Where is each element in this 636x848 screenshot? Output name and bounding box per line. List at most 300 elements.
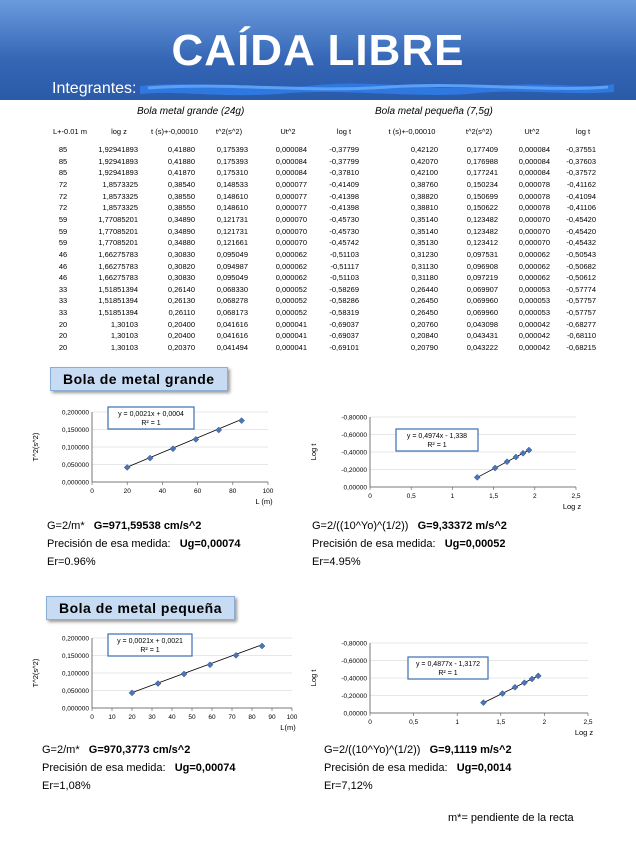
table-header-cell: t (s)+-0,00010: [388, 127, 436, 136]
table-cell: -0,41398: [329, 191, 359, 201]
equation-text: y = 0,0021x + 0,0004: [118, 411, 184, 418]
table-cell: 0,095049: [216, 273, 248, 283]
table-cell: 0,041616: [216, 319, 248, 329]
table-cell: 0,000062: [275, 249, 307, 259]
group-header-grande: Bola metal grande (24g): [137, 106, 245, 117]
y-axis-label: T^2(s^2): [31, 432, 40, 462]
table-cell: 33: [58, 308, 68, 318]
y-tick-label: -0,40000: [341, 449, 367, 457]
table-cell: 0,000062: [518, 249, 550, 259]
table-cell: -0,41409: [329, 179, 359, 189]
table-cell: 0,123482: [466, 214, 498, 224]
y-tick-label: 0,100000: [61, 444, 89, 452]
table-cell: 0,20400: [167, 331, 195, 341]
x-axis-label: Log z: [574, 728, 594, 737]
table-cell: 72: [58, 179, 68, 189]
data-point: [521, 680, 527, 686]
table-cell: 0,148533: [216, 179, 248, 189]
data-point: [147, 455, 153, 461]
precision-value: Ug=0,00074: [174, 762, 236, 774]
chart-pequena-t2-vs-L: [30, 628, 310, 740]
table-cell: -0,37799: [329, 156, 359, 166]
table-cell: 0,000084: [275, 168, 307, 178]
y-tick-label: -0,80000: [341, 640, 367, 648]
table-cell: 20: [58, 319, 68, 329]
table-cell: 1,30103: [110, 331, 138, 341]
table-cell: 0,000078: [518, 191, 550, 201]
table-cell: -0,51103: [329, 273, 359, 283]
table-cell: 0,000084: [518, 156, 550, 166]
table-cell: -0,50682: [566, 261, 596, 271]
x-tick-label: 30: [148, 714, 156, 721]
y-tick-label: -0,80000: [341, 414, 367, 422]
y-axis-label: Log t: [309, 669, 318, 687]
table-cell: 0,000042: [518, 319, 550, 329]
table-cell: 1,51851394: [98, 284, 138, 294]
section-title-grande: Bola de metal grande: [50, 367, 228, 391]
r2-text: R² = 1: [438, 670, 458, 677]
data-point: [513, 454, 519, 460]
data-point: [520, 450, 526, 456]
x-tick-label: 40: [168, 714, 176, 721]
table-cell: -0,37572: [566, 168, 596, 178]
x-tick-label: 0: [368, 719, 372, 726]
data-point: [239, 418, 245, 424]
table-cell: 0,000070: [275, 238, 307, 248]
data-point: [207, 662, 213, 668]
precision-value: Ug=0,00074: [179, 538, 241, 550]
x-axis-label: L(m): [280, 723, 296, 732]
x-tick-label: 1: [450, 493, 455, 500]
formula: G=2/((10^Yo)^(1/2)): [312, 520, 409, 532]
table-cell: 85: [58, 168, 68, 178]
table-cell: 0,34890: [167, 226, 195, 236]
y-tick-label: 0,200000: [61, 409, 89, 417]
table-cell: 0,068330: [216, 284, 248, 294]
x-axis-label: L (m): [255, 497, 273, 506]
precision-value: Ug=0,00052: [444, 538, 506, 550]
table-cell: 72: [58, 191, 68, 201]
table-cell: 0,000078: [518, 203, 550, 213]
x-tick-label: 1,5: [489, 493, 499, 500]
table-cell: 0,000053: [518, 284, 550, 294]
table-cell: 1,8573325: [102, 203, 138, 213]
table-cell: 0,148610: [216, 191, 248, 201]
table-cell: 0,000062: [275, 273, 307, 283]
table-header-cell: t^2(s^2): [215, 127, 243, 136]
x-tick-label: 60: [208, 714, 216, 721]
table-cell: -0,69101: [329, 343, 359, 353]
y-tick-label: -0,20000: [341, 693, 367, 700]
table-cell: 0,068173: [216, 308, 248, 318]
table-cell: -0,58319: [329, 308, 359, 318]
y-tick-label: 0,000000: [61, 705, 89, 713]
table-cell: 0,34880: [167, 238, 195, 248]
error-pequena-2: Er=7,12%: [324, 780, 373, 792]
table-cell: 0,095049: [216, 249, 248, 259]
table-cell: 0,38540: [167, 179, 195, 189]
table-cell: -0,37551: [566, 145, 596, 154]
y-tick-label: 0,00000: [343, 710, 367, 718]
table-cell: 0,31130: [411, 261, 438, 271]
table-cell: 0,42070: [410, 156, 438, 166]
data-point: [181, 671, 187, 677]
integrantes-label: Integrantes:: [52, 80, 137, 97]
y-tick-label: 0,100000: [61, 670, 89, 678]
table-cell: 0,096908: [466, 261, 498, 271]
table-cell: 0,34890: [167, 214, 195, 224]
x-tick-label: 2,5: [571, 493, 581, 500]
table-cell: 0,38810: [410, 203, 438, 213]
table-cell: -0,58286: [329, 296, 359, 306]
trendline-label: [108, 634, 192, 656]
table-cell: 0,20370: [167, 343, 195, 353]
table-cell: -0,45420: [566, 226, 596, 236]
precision-label: Precisión de esa medida:: [42, 762, 166, 774]
table-cell: 0,000077: [275, 191, 307, 201]
table-cell: 0,043222: [466, 343, 498, 353]
x-tick-label: 50: [188, 714, 196, 721]
y-tick-label: -0,20000: [341, 467, 367, 474]
x-tick-label: 0: [90, 714, 94, 721]
y-axis-label: T^2(s^2): [31, 658, 40, 688]
trendline-label: [408, 657, 488, 679]
table-cell: -0,57757: [566, 308, 596, 318]
table-cell: 1,30103: [110, 319, 138, 329]
x-tick-label: 2,5: [583, 719, 593, 726]
x-tick-label: 80: [248, 714, 256, 721]
table-cell: -0,50612: [566, 273, 596, 283]
table-cell: 0,121731: [216, 214, 248, 224]
table-cell: 1,92941893: [98, 168, 138, 178]
trendline-label: [108, 407, 194, 429]
table-cell: 1,77085201: [98, 238, 138, 248]
g-value: G=971,59538 cm/s^2: [93, 520, 202, 532]
table-cell: -0,45730: [329, 214, 359, 224]
table-cell: 0,31180: [411, 273, 438, 283]
group-header-pequena: Bola metal pequeña (7,5g): [375, 106, 493, 117]
table-cell: 0,121661: [216, 238, 248, 248]
table-cell: -0,68215: [566, 343, 596, 353]
x-tick-label: 1,5: [496, 719, 506, 726]
footnote: m*= pendiente de la recta: [448, 812, 574, 824]
precision-value: Ug=0,0014: [456, 762, 512, 774]
table-cell: -0,37603: [566, 156, 596, 166]
data-point: [512, 684, 518, 690]
table-cell: 0,38550: [167, 191, 195, 201]
g-value: G=9,1119 m/s^2: [429, 744, 512, 756]
table-cell: 0,20400: [167, 319, 195, 329]
formula: G=2/m*: [47, 520, 85, 532]
table-header-cell: t^2(s^2): [465, 127, 493, 136]
table-cell: 0,35140: [410, 214, 438, 224]
table-cell: 0,30830: [167, 273, 195, 283]
y-axis-label: Log t: [309, 443, 318, 461]
y-tick-label: -0,60000: [341, 658, 367, 665]
table-cell: 0,000041: [275, 343, 307, 353]
table-header-cell: Ut^2: [524, 127, 540, 136]
table-cell: 0,31230: [410, 249, 438, 259]
table-cell: 0,176988: [466, 156, 498, 166]
table-cell: 59: [58, 226, 68, 236]
table-cell: 0,177409: [466, 145, 498, 154]
table-cell: 0,000052: [275, 308, 307, 318]
table-cell: 1,66275783: [98, 261, 138, 271]
y-tick-label: 0,000000: [61, 479, 89, 487]
precision-grande-1: [47, 538, 241, 550]
x-tick-label: 2: [542, 719, 547, 726]
table-cell: 0,000053: [518, 296, 550, 306]
table-cell: 0,000070: [518, 214, 550, 224]
error-grande-2: Er=4.95%: [312, 556, 361, 568]
table-cell: 0,000078: [518, 179, 550, 189]
data-point: [124, 464, 130, 470]
table-cell: 0,094987: [216, 261, 248, 271]
x-tick-label: 0: [90, 488, 94, 495]
trendline-label: [396, 429, 478, 451]
chart-grande-logt-vs-logz: [308, 405, 588, 515]
result-grande-2: [312, 520, 507, 532]
table-cell: -0,50543: [566, 249, 596, 259]
table-cell: 0,121731: [216, 226, 248, 236]
table-cell: 0,000084: [518, 168, 550, 178]
table-cell: 0,148610: [216, 203, 248, 213]
y-tick-label: -0,40000: [341, 675, 367, 683]
table-cell: 0,20760: [410, 319, 438, 329]
table-cell: -0,69037: [329, 319, 359, 329]
chart-pequena-logt-vs-logz: [308, 633, 608, 740]
y-tick-label: 0,00000: [343, 484, 367, 492]
table-cell: 0,30820: [167, 261, 195, 271]
table-cell: 0,26140: [167, 284, 195, 294]
table-cell: 72: [58, 203, 68, 213]
table-cell: 0,26440: [410, 284, 438, 294]
table-cell: 0,000077: [275, 179, 307, 189]
table-cell: -0,69037: [329, 331, 359, 341]
table-cell: 0,38550: [167, 203, 195, 213]
table-cell: 0,000062: [275, 261, 307, 271]
table-cell: 0,175393: [216, 156, 248, 166]
table-cell: 0,000053: [518, 308, 550, 318]
table-cell: 0,000041: [275, 331, 307, 341]
table-cell: 0,000042: [518, 343, 550, 353]
table-cell: 1,51851394: [98, 296, 138, 306]
table-cell: 33: [58, 296, 68, 306]
table-cell: 1,66275783: [98, 249, 138, 259]
y-tick-label: 0,150000: [61, 427, 89, 434]
table-cell: 1,51851394: [98, 308, 138, 318]
table-cell: 0,177241: [466, 168, 498, 178]
table-cell: 0,41870: [167, 168, 195, 178]
table-cell: 0,041494: [216, 343, 248, 353]
x-tick-label: 80: [229, 488, 237, 495]
table-cell: 0,043431: [466, 331, 498, 341]
x-tick-label: 10: [108, 714, 116, 721]
result-pequena-2: [324, 744, 512, 756]
table-cell: -0,58269: [329, 284, 359, 294]
data-point: [259, 643, 265, 649]
table-cell: 0,150622: [466, 203, 498, 213]
redaction-scribble: [138, 78, 616, 98]
data-point: [155, 681, 161, 687]
table-header-cell: log z: [111, 127, 127, 136]
r2-text: R² = 1: [140, 647, 160, 654]
table-cell: 0,000041: [275, 319, 307, 329]
table-cell: 0,41880: [167, 156, 195, 166]
table-cell: -0,41398: [329, 203, 359, 213]
table-cell: 0,000062: [518, 273, 550, 283]
table-cell: -0,57774: [566, 284, 596, 294]
table-cell: -0,45730: [329, 226, 359, 236]
table-cell: 85: [58, 156, 68, 166]
table-cell: -0,45432: [566, 238, 596, 248]
result-pequena-1: [42, 744, 190, 756]
table-cell: 0,069960: [466, 308, 498, 318]
r2-text: R² = 1: [427, 442, 447, 449]
table-cell: 0,041616: [216, 331, 248, 341]
table-cell: -0,45420: [566, 214, 596, 224]
table-cell: 46: [58, 261, 68, 271]
table-cell: -0,37810: [329, 168, 359, 178]
y-tick-label: 0,050000: [61, 688, 89, 695]
table-cell: 0,20790: [410, 343, 438, 353]
x-tick-label: 90: [268, 714, 276, 721]
table-cell: 0,000070: [518, 226, 550, 236]
chart-grande-t2-vs-L: [30, 400, 285, 515]
table-cell: 0,000070: [275, 214, 307, 224]
y-tick-label: 0,150000: [61, 653, 89, 660]
table-cell: 46: [58, 273, 68, 283]
data-point: [529, 676, 535, 682]
table-cell: 1,8573325: [102, 179, 138, 189]
table-cell: 0,41880: [167, 145, 195, 154]
x-tick-label: 1: [455, 719, 460, 726]
table-header-cell: log t: [336, 127, 352, 136]
table-cell: 0,000062: [518, 261, 550, 271]
equation-text: y = 0,4877x - 1,3172: [415, 661, 481, 668]
table-cell: 0,000084: [518, 145, 550, 154]
precision-label: Precisión de esa medida:: [312, 538, 436, 550]
x-tick-label: 20: [128, 714, 136, 721]
table-cell: 0,150699: [466, 191, 498, 201]
table-cell: 0,069907: [466, 284, 498, 294]
y-tick-label: 0,050000: [61, 462, 89, 469]
table-cell: 0,26110: [168, 308, 195, 318]
result-grande-1: [47, 520, 201, 532]
r2-text: R² = 1: [141, 420, 161, 427]
table-cell: 0,068278: [216, 296, 248, 306]
table-cell: 0,26450: [410, 296, 438, 306]
g-value: G=970,3773 cm/s^2: [88, 744, 191, 756]
table-cell: -0,37799: [329, 145, 359, 154]
table-cell: 1,77085201: [98, 226, 138, 236]
table-cell: 0,26130: [167, 296, 195, 306]
table-cell: 0,000084: [275, 145, 307, 154]
precision-pequena-1: [42, 762, 236, 774]
table-cell: 1,77085201: [98, 214, 138, 224]
precision-grande-2: [312, 538, 506, 550]
table-cell: 0,35140: [410, 226, 438, 236]
x-tick-label: 0,5: [406, 493, 416, 500]
equation-text: y = 0,4974x - 1,338: [406, 433, 468, 440]
table-cell: 0,000077: [275, 203, 307, 213]
table-cell: -0,45742: [329, 238, 359, 248]
table-cell: 59: [58, 238, 68, 248]
table-cell: 0,30830: [167, 249, 195, 259]
error-grande-1: Er=0.96%: [47, 556, 96, 568]
table-cell: 0,000070: [518, 238, 550, 248]
table-header-cell: log t: [575, 127, 591, 136]
precision-pequena-2: [324, 762, 511, 774]
table-cell: -0,41094: [566, 191, 596, 201]
table-cell: 1,8573325: [102, 191, 138, 201]
table-cell: 0,26450: [410, 308, 438, 318]
table-cell: 46: [58, 249, 68, 259]
table-cell: -0,68277: [566, 319, 596, 329]
precision-label: Precisión de esa medida:: [47, 538, 171, 550]
table-cell: 59: [58, 214, 68, 224]
x-tick-label: 0,5: [409, 719, 419, 726]
table-header-cell: Ut^2: [280, 127, 296, 136]
data-point: [504, 459, 510, 465]
table-cell: 0,175310: [216, 168, 248, 178]
table-cell: 1,92941893: [98, 145, 138, 154]
table-cell: 1,30103: [110, 343, 138, 353]
table-cell: -0,57757: [566, 296, 596, 306]
data-point: [474, 474, 480, 480]
data-point: [492, 465, 498, 471]
table-cell: 33: [58, 284, 68, 294]
x-tick-label: 60: [193, 488, 202, 495]
table-cell: -0,51103: [329, 249, 359, 259]
table-cell: 0,000084: [275, 156, 307, 166]
table-cell: 0,069960: [466, 296, 498, 306]
data-point: [480, 700, 486, 706]
x-tick-label: 0: [368, 493, 372, 500]
table-cell: 0,150234: [466, 179, 498, 189]
table-cell: 0,000042: [518, 331, 550, 341]
x-tick-label: 40: [158, 488, 167, 495]
data-point: [170, 446, 176, 452]
table-cell: 0,42120: [410, 145, 438, 154]
table-cell: 0,38820: [410, 191, 438, 201]
table-cell: 0,123482: [466, 226, 498, 236]
equation-text: y = 0,0021x + 0,0021: [117, 638, 183, 645]
x-axis-label: Log z: [562, 502, 582, 511]
y-tick-label: 0,200000: [61, 635, 89, 643]
table-cell: 1,66275783: [98, 273, 138, 283]
g-value: G=9,33372 m/s^2: [417, 520, 507, 532]
x-tick-label: 70: [228, 714, 236, 721]
table-cell: 0,175393: [216, 145, 248, 154]
table-cell: 0,097219: [466, 273, 498, 283]
table-cell: 0,000052: [275, 296, 307, 306]
formula: G=2/((10^Yo)^(1/2)): [324, 744, 421, 756]
table-header-cell: t (s)+-0,00010: [151, 127, 198, 136]
table-cell: 0,097531: [466, 249, 498, 259]
table-cell: 0,000052: [275, 284, 307, 294]
table-cell: 0,043098: [466, 319, 498, 329]
table-cell: 0,38760: [410, 179, 438, 189]
formula: G=2/m*: [42, 744, 80, 756]
x-tick-label: 20: [123, 488, 131, 495]
table-cell: 20: [58, 343, 68, 353]
table-cell: 0,123412: [466, 238, 498, 248]
table-header-cell: L+-0.01 m: [53, 127, 87, 136]
table-cell: 85: [58, 145, 68, 154]
table-cell: 1,92941893: [98, 156, 138, 166]
precision-label: Precisión de esa medida:: [324, 762, 448, 774]
